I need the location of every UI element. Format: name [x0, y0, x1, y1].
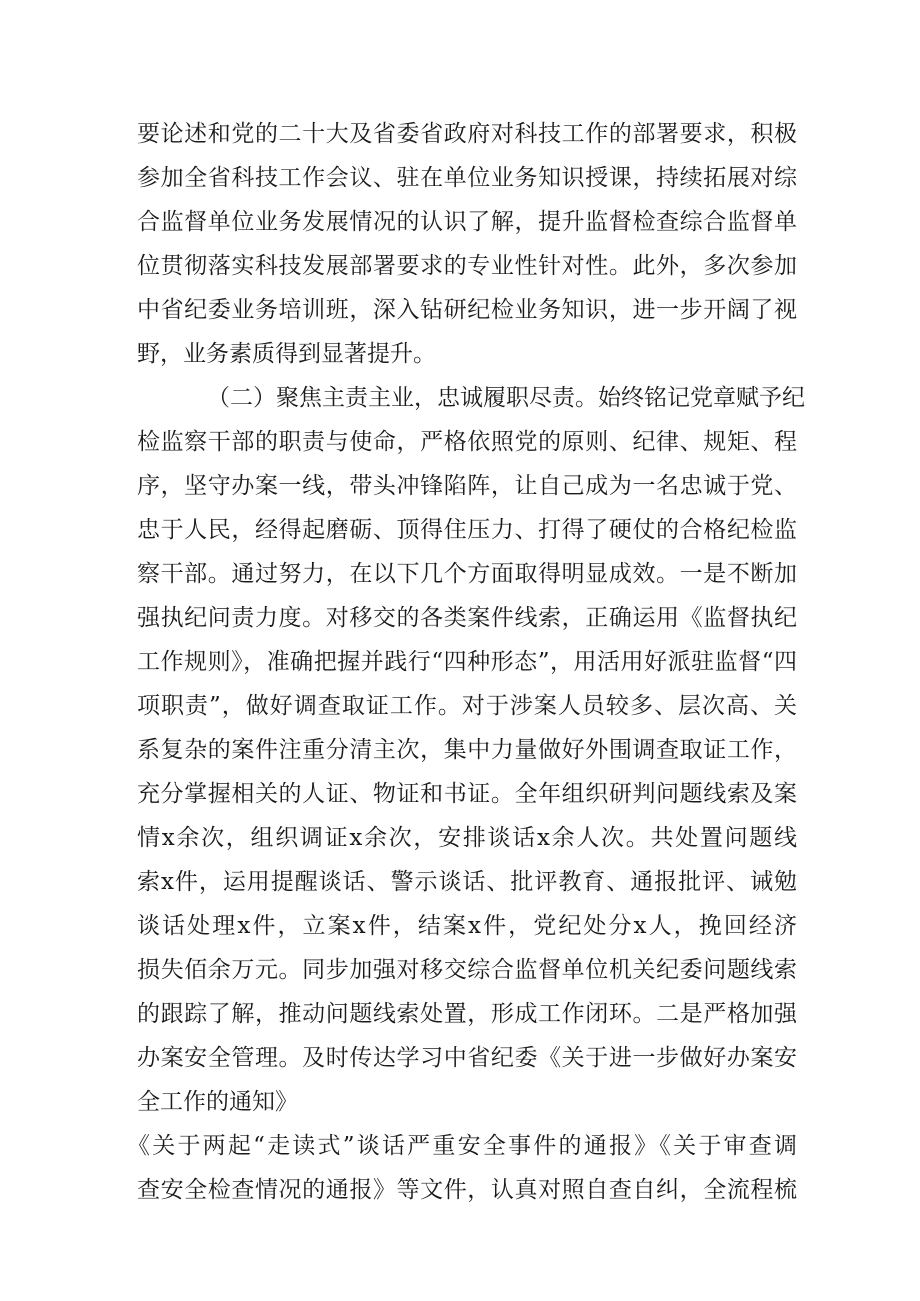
- text-line: 系复杂的案件注重分清主次，集中力量做好外围调查取证工作，: [137, 737, 797, 763]
- text-line: 忠于人民，经得起磨砺、顶得住压力、打得了硬仗的合格纪检监: [137, 517, 797, 543]
- text-line: 工作规则》，准确把握并践行“四种形态”，用活用好派驻监督“四: [137, 649, 797, 675]
- text-line: 的跟踪了解，推动问题线索处置，形成工作闭环。二是严格加强: [137, 1001, 797, 1027]
- text-line: 中省纪委业务培训班，深入钻研纪检业务知识，进一步开阔了视: [137, 297, 797, 323]
- text-line: 察干部。通过努力，在以下几个方面取得明显成效。一是不断加: [137, 561, 797, 587]
- text-line: 全工作的通知》: [137, 1089, 298, 1115]
- text-line: 野，业务素质得到显著提升。: [137, 341, 436, 367]
- section-heading-line: （二）聚焦主责主业，忠诚履职尽责。始终铭记党章赋予纪: [207, 385, 805, 411]
- text-line: 参加全省科技工作会议、驻在单位业务知识授课，持续拓展对综: [137, 165, 797, 191]
- text-line: 序，坚守办案一线，带头冲锋陷阵，让自己成为一名忠诚于党、: [137, 473, 797, 499]
- text-line: 检监察干部的职责与使命，严格依照党的原则、纪律、规矩、程: [137, 429, 797, 455]
- text-line: 位贯彻落实科技发展部署要求的专业性针对性。此外，多次参加: [137, 253, 797, 279]
- text-line: 《关于两起“走读式”谈话严重安全事件的通报》《关于审查调: [127, 1133, 797, 1159]
- text-line: 损失佰余万元。同步加强对移交综合监督单位机关纪委问题线索: [137, 957, 797, 983]
- text-line: 要论述和党的二十大及省委省政府对科技工作的部署要求，积极: [137, 121, 797, 147]
- text-line: 合监督单位业务发展情况的认识了解，提升监督检查综合监督单: [137, 209, 797, 235]
- text-line: 充分掌握相关的人证、物证和书证。全年组织研判问题线索及案: [137, 781, 797, 807]
- text-line: 办案安全管理。及时传达学习中省纪委《关于进一步做好办案安: [137, 1045, 797, 1071]
- text-line: 谈话处理x件，立案x件，结案x件，党纪处分x人，挽回经济: [137, 913, 797, 939]
- text-line: 强执纪问责力度。对移交的各类案件线索，正确运用《监督执纪: [137, 605, 797, 631]
- text-line: 查安全检查情况的通报》等文件，认真对照自查自纠，全流程梳: [137, 1177, 797, 1203]
- text-line: 情x余次，组织调证x余次，安排谈话x余人次。共处置问题线: [137, 825, 797, 851]
- text-line: 索x件，运用提醒谈话、警示谈话、批评教育、通报批评、诫勉: [137, 869, 797, 895]
- text-line: 项职责”，做好调查取证工作。对于涉案人员较多、层次高、关: [137, 693, 797, 719]
